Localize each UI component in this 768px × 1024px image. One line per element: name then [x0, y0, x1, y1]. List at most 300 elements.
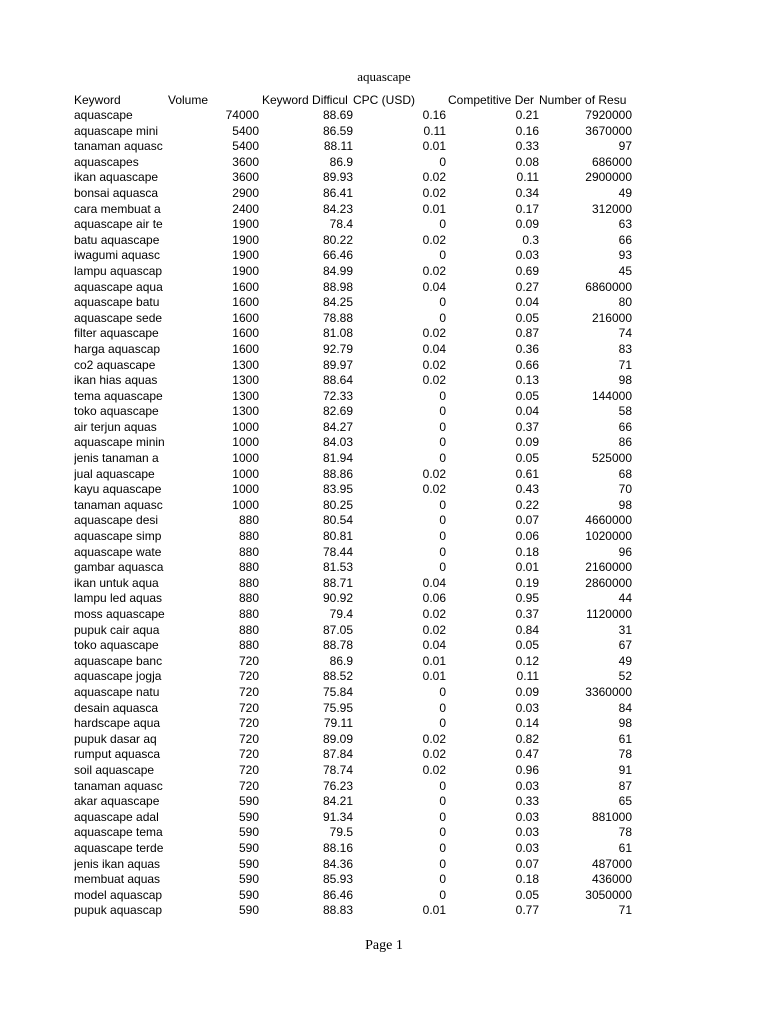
- table-row: [74, 482, 632, 498]
- results-cell: 52: [618, 669, 632, 684]
- keyword-cell: aquascape sede: [74, 310, 163, 325]
- competitive-density-cell: 0.47: [515, 747, 539, 762]
- competitive-density-cell: 0.95: [515, 591, 539, 606]
- table-header: [74, 92, 632, 108]
- keyword-cell: aquascape banc: [74, 653, 163, 668]
- difficulty-cell: 88.98: [322, 279, 353, 294]
- table-row: [74, 576, 632, 592]
- results-cell: 436000: [591, 872, 632, 887]
- competitive-density-cell: 0.36: [515, 341, 539, 356]
- difficulty-cell: 84.99: [322, 263, 353, 278]
- cpc-cell: 0: [439, 887, 446, 902]
- competitive-density-cell: 0.05: [515, 887, 539, 902]
- cpc-cell: 0: [439, 809, 446, 824]
- results-cell: 216000: [591, 310, 632, 325]
- difficulty-cell: 84.03: [322, 435, 353, 450]
- cpc-cell: 0: [439, 872, 446, 887]
- volume-cell: 880: [238, 513, 259, 528]
- competitive-density-cell: 0.69: [515, 263, 539, 278]
- table-row: [74, 779, 632, 795]
- cpc-cell: 0.04: [422, 279, 446, 294]
- difficulty-cell: 88.11: [323, 139, 353, 154]
- keyword-cell: aquascape mini: [74, 123, 159, 138]
- keyword-cell: pupuk dasar aq: [74, 731, 157, 746]
- keyword-cell: aquascape air te: [74, 217, 163, 232]
- results-cell: 71: [618, 903, 632, 918]
- results-cell: 84: [618, 700, 632, 715]
- competitive-density-cell: 0.61: [515, 466, 539, 481]
- results-cell: 3050000: [585, 887, 632, 902]
- difficulty-cell: 88.64: [322, 373, 353, 388]
- cpc-cell: 0.04: [422, 638, 446, 653]
- table-row: [74, 467, 632, 483]
- results-cell: 1020000: [585, 529, 632, 544]
- keyword-cell: aquascape wate: [74, 544, 162, 559]
- competitive-density-cell: 0.07: [515, 513, 539, 528]
- competitive-density-cell: 0.19: [515, 575, 539, 590]
- cpc-cell: 0.02: [422, 482, 446, 497]
- keyword-cell: co2 aquascape: [74, 357, 156, 372]
- difficulty-cell: 79.11: [323, 716, 353, 731]
- volume-cell: 590: [238, 887, 259, 902]
- sheet-title: aquascape: [357, 69, 411, 84]
- difficulty-cell: 86.9: [329, 154, 353, 169]
- cpc-cell: 0: [439, 217, 446, 232]
- volume-cell: 1000: [232, 482, 259, 497]
- difficulty-cell: 81.94: [322, 451, 353, 466]
- results-cell: 6860000: [585, 279, 632, 294]
- cpc-cell: 0: [439, 419, 446, 434]
- results-cell: 49: [618, 185, 632, 200]
- difficulty-cell: 84.27: [322, 419, 353, 434]
- results-cell: 78: [618, 747, 632, 762]
- volume-cell: 590: [238, 856, 259, 871]
- keyword-cell: jual aquascape: [74, 466, 155, 481]
- keyword-cell: lampu led aquas: [74, 591, 163, 606]
- table-row: [74, 841, 632, 857]
- results-cell: 1120000: [586, 607, 632, 621]
- table-row: [74, 139, 632, 155]
- results-cell: 144000: [591, 388, 632, 403]
- volume-cell: 1000: [232, 451, 259, 466]
- competitive-density-cell: 0.37: [515, 419, 539, 434]
- results-cell: 61: [618, 840, 632, 855]
- difficulty-cell: 80.54: [322, 513, 353, 528]
- table-row: [74, 513, 632, 529]
- volume-cell: 5400: [232, 123, 259, 138]
- table-row: [74, 373, 632, 389]
- difficulty-cell: 86.46: [322, 887, 353, 902]
- results-cell: 58: [618, 404, 632, 419]
- competitive-density-cell: 0.77: [515, 903, 539, 918]
- competitive-density-cell: 0.18: [515, 544, 539, 559]
- cpc-cell: 0: [439, 435, 446, 450]
- keyword-cell: rumput aquasca: [74, 747, 161, 762]
- cpc-cell: 0.04: [422, 341, 446, 356]
- competitive-density-cell: 0.05: [515, 388, 539, 403]
- cpc-cell: 0.02: [422, 232, 446, 247]
- competitive-density-cell: 0.01: [515, 560, 539, 575]
- volume-cell: 1900: [232, 217, 259, 232]
- table-body: [74, 108, 632, 919]
- difficulty-cell: 86.9: [329, 653, 353, 668]
- competitive-density-cell: 0.12: [515, 653, 539, 668]
- cpc-cell: 0: [439, 529, 446, 544]
- table-row: [74, 810, 632, 826]
- keyword-cell: kayu aquascape: [74, 482, 162, 497]
- volume-cell: 74000: [225, 108, 259, 122]
- table-row: [74, 591, 632, 607]
- cpc-cell: 0: [439, 700, 446, 715]
- cpc-cell: 0: [439, 716, 446, 731]
- header-row: [74, 92, 632, 108]
- keyword-cell: aquascape natu: [74, 684, 160, 699]
- difficulty-cell: 86.59: [322, 123, 353, 138]
- competitive-density-cell: 0.82: [515, 731, 539, 746]
- keyword-cell: membuat aquas: [74, 872, 161, 887]
- keyword-cell: cara membuat a: [74, 201, 161, 216]
- competitive-density-cell: 0.18: [515, 872, 539, 887]
- cpc-cell: 0: [439, 310, 446, 325]
- difficulty-cell: 87.84: [322, 747, 353, 762]
- difficulty-cell: 78.44: [322, 544, 353, 559]
- volume-cell: 590: [238, 903, 259, 918]
- competitive-density-cell: 0.03: [515, 825, 539, 840]
- results-cell: 4660000: [585, 513, 632, 528]
- competitive-density-cell: 0.09: [515, 217, 539, 232]
- competitive-density-cell: 0.03: [515, 840, 539, 855]
- competitive-density-cell: 0.07: [515, 856, 539, 871]
- difficulty-cell: 80.22: [322, 232, 353, 247]
- volume-cell: 880: [238, 607, 259, 621]
- cpc-cell: 0: [439, 684, 446, 699]
- results-cell: 98: [618, 716, 632, 731]
- keyword-cell: harga aquascap: [74, 341, 161, 356]
- table-row: [74, 732, 632, 748]
- results-cell: 44: [618, 591, 632, 606]
- volume-cell: 880: [238, 622, 259, 637]
- volume-cell: 1300: [232, 357, 259, 372]
- keyword-cell: filter aquascape: [74, 326, 159, 341]
- cpc-cell: 0: [439, 497, 446, 512]
- cpc-cell: 0.02: [422, 622, 446, 637]
- results-cell: 68: [618, 466, 632, 481]
- results-cell: 3670000: [585, 123, 632, 138]
- keyword-cell: bonsai aquasca: [74, 185, 159, 200]
- results-cell: 686000: [591, 154, 632, 169]
- header-competitive-density: Competitive Der: [448, 93, 535, 107]
- results-cell: 98: [618, 497, 632, 512]
- results-cell: 74: [618, 326, 632, 341]
- competitive-density-cell: 0.37: [515, 607, 539, 621]
- volume-cell: 880: [238, 560, 259, 575]
- volume-cell: 720: [238, 716, 259, 731]
- keyword-cell: gambar aquasca: [74, 560, 164, 575]
- volume-cell: 5400: [232, 139, 259, 154]
- keyword-cell: aquascape jogja: [74, 669, 162, 684]
- cpc-cell: 0.02: [422, 762, 446, 777]
- competitive-density-cell: 0.11: [516, 669, 539, 684]
- volume-cell: 1600: [232, 326, 259, 341]
- competitive-density-cell: 0.05: [515, 451, 539, 466]
- results-cell: 96: [618, 544, 632, 559]
- keyword-cell: pupuk cair aqua: [74, 622, 160, 637]
- table-row: [74, 342, 632, 358]
- table-row: [74, 638, 632, 654]
- competitive-density-cell: 0.3: [522, 232, 539, 247]
- cpc-cell: 0.02: [422, 357, 446, 372]
- table-row: [74, 872, 632, 888]
- results-cell: 45: [618, 263, 632, 278]
- keyword-cell: aquascapes: [74, 154, 139, 169]
- difficulty-cell: 92.79: [322, 341, 353, 356]
- difficulty-cell: 75.95: [322, 700, 353, 715]
- keyword-cell: akar aquascape: [74, 794, 160, 809]
- difficulty-cell: 88.16: [322, 840, 353, 855]
- competitive-density-cell: 0.09: [515, 684, 539, 699]
- competitive-density-cell: 0.13: [515, 373, 539, 388]
- table-row: [74, 155, 632, 171]
- table-row: [74, 560, 632, 576]
- competitive-density-cell: 0.87: [515, 326, 539, 341]
- results-cell: 49: [618, 653, 632, 668]
- results-cell: 2160000: [585, 560, 632, 575]
- keyword-cell: aquascape aqua: [74, 279, 163, 294]
- cpc-cell: 0: [439, 544, 446, 559]
- keyword-cell: tanaman aquasc: [74, 778, 163, 793]
- keyword-cell: aquascape adal: [74, 809, 159, 824]
- keyword-cell: tema aquascape: [74, 388, 163, 403]
- competitive-density-cell: 0.04: [515, 295, 539, 310]
- cpc-cell: 0: [439, 388, 446, 403]
- competitive-density-cell: 0.04: [515, 404, 539, 419]
- table-row: [74, 186, 632, 202]
- keyword-cell: ikan hias aquas: [74, 373, 158, 388]
- volume-cell: 1000: [232, 497, 259, 512]
- cpc-cell: 0: [439, 295, 446, 310]
- volume-cell: 880: [238, 591, 259, 606]
- volume-cell: 880: [238, 638, 259, 653]
- competitive-density-cell: 0.16: [515, 123, 539, 138]
- volume-cell: 590: [238, 872, 259, 887]
- difficulty-cell: 89.09: [322, 731, 353, 746]
- cpc-cell: 0: [439, 154, 446, 169]
- competitive-density-cell: 0.05: [515, 310, 539, 325]
- competitive-density-cell: 0.22: [515, 497, 539, 512]
- difficulty-cell: 88.83: [322, 903, 353, 918]
- keyword-cell: desain aquasca: [74, 700, 159, 715]
- difficulty-cell: 89.97: [322, 357, 353, 372]
- volume-cell: 2900: [232, 185, 259, 200]
- keyword-cell: jenis tanaman a: [74, 451, 159, 466]
- volume-cell: 1000: [232, 419, 259, 434]
- results-cell: 66: [618, 232, 632, 247]
- keyword-cell: aquascape: [74, 108, 133, 122]
- table-row: [74, 794, 632, 810]
- table-row: [74, 280, 632, 296]
- competitive-density-cell: 0.09: [515, 435, 539, 450]
- difficulty-cell: 88.86: [322, 466, 353, 481]
- difficulty-cell: 80.25: [322, 497, 353, 512]
- competitive-density-cell: 0.96: [515, 762, 539, 777]
- table-row: [74, 311, 632, 327]
- difficulty-cell: 78.88: [322, 310, 353, 325]
- competitive-density-cell: 0.03: [515, 700, 539, 715]
- table-row: [74, 435, 632, 451]
- results-cell: 61: [618, 731, 632, 746]
- cpc-cell: 0.16: [422, 108, 446, 122]
- keyword-cell: ikan untuk aqua: [74, 575, 159, 590]
- competitive-density-cell: 0.17: [515, 201, 539, 216]
- table-row: [74, 825, 632, 841]
- competitive-density-cell: 0.06: [515, 529, 539, 544]
- competitive-density-cell: 0.43: [515, 482, 539, 497]
- difficulty-cell: 84.25: [322, 295, 353, 310]
- results-cell: 97: [618, 139, 632, 154]
- table-row: [74, 903, 632, 919]
- volume-cell: 1000: [232, 435, 259, 450]
- cpc-cell: 0.02: [422, 170, 446, 185]
- difficulty-cell: 88.52: [322, 669, 353, 684]
- competitive-density-cell: 0.05: [515, 638, 539, 653]
- difficulty-cell: 84.23: [322, 201, 353, 216]
- table-row: [74, 170, 632, 186]
- cpc-cell: 0: [439, 513, 446, 528]
- cpc-cell: 0.02: [422, 607, 446, 621]
- volume-cell: 720: [238, 747, 259, 762]
- results-cell: 91: [618, 762, 632, 777]
- table-row: [74, 857, 632, 873]
- difficulty-cell: 84.36: [322, 856, 353, 871]
- cpc-cell: 0.01: [422, 903, 446, 918]
- competitive-density-cell: 0.84: [515, 622, 539, 637]
- cpc-cell: 0: [439, 778, 446, 793]
- results-cell: 71: [618, 357, 632, 372]
- cpc-cell: 0: [439, 794, 446, 809]
- header-keyword-difficulty: Keyword Difficul: [262, 93, 348, 107]
- keyword-cell: pupuk aquascap: [74, 903, 163, 918]
- volume-cell: 1300: [232, 388, 259, 403]
- volume-cell: 720: [238, 669, 259, 684]
- competitive-density-cell: 0.34: [515, 185, 539, 200]
- results-cell: 87: [618, 778, 632, 793]
- table-row: [74, 529, 632, 545]
- competitive-density-cell: 0.03: [515, 248, 539, 263]
- volume-cell: 1900: [232, 232, 259, 247]
- results-cell: 3360000: [585, 684, 632, 699]
- results-cell: 80: [618, 295, 632, 310]
- volume-cell: 880: [238, 575, 259, 590]
- table-row: [74, 233, 632, 249]
- difficulty-cell: 82.69: [322, 404, 353, 419]
- cpc-cell: 0.02: [422, 326, 446, 341]
- volume-cell: 720: [238, 653, 259, 668]
- difficulty-cell: 79.4: [329, 607, 353, 621]
- volume-cell: 3600: [232, 170, 259, 185]
- table-row: [74, 108, 632, 124]
- volume-cell: 1000: [232, 466, 259, 481]
- table-row: [74, 264, 632, 280]
- competitive-density-cell: 0.66: [515, 357, 539, 372]
- difficulty-cell: 81.53: [322, 560, 353, 575]
- table-row: [74, 217, 632, 233]
- table-row: [74, 545, 632, 561]
- cpc-cell: 0.01: [422, 139, 446, 154]
- results-cell: 83: [618, 341, 632, 356]
- difficulty-cell: 72.33: [322, 388, 353, 403]
- volume-cell: 3600: [232, 154, 259, 169]
- difficulty-cell: 81.08: [322, 326, 353, 341]
- keyword-cell: aquascape tema: [74, 825, 163, 840]
- results-cell: 312000: [591, 201, 632, 216]
- results-cell: 2860000: [585, 575, 632, 590]
- table-row: [74, 420, 632, 436]
- difficulty-cell: 88.69: [322, 108, 353, 122]
- table-row: [74, 202, 632, 218]
- competitive-density-cell: 0.03: [515, 778, 539, 793]
- difficulty-cell: 90.92: [322, 591, 353, 606]
- keyword-cell: aquascape desi: [74, 513, 159, 528]
- volume-cell: 1600: [232, 341, 259, 356]
- difficulty-cell: 88.71: [322, 575, 353, 590]
- cpc-cell: 0.02: [422, 263, 446, 278]
- header-number-of-results: Number of Resu: [539, 93, 627, 107]
- cpc-cell: 0.01: [422, 669, 446, 684]
- difficulty-cell: 91.34: [322, 809, 353, 824]
- keyword-cell: air terjun aquas: [74, 419, 157, 434]
- volume-cell: 590: [238, 794, 259, 809]
- results-cell: 67: [618, 638, 632, 653]
- difficulty-cell: 66.46: [322, 248, 353, 263]
- competitive-density-cell: 0.11: [516, 170, 539, 185]
- table-row: [74, 248, 632, 264]
- cpc-cell: 0.02: [422, 466, 446, 481]
- results-cell: 65: [618, 794, 632, 809]
- results-cell: 93: [618, 248, 632, 263]
- volume-cell: 590: [238, 825, 259, 840]
- volume-cell: 720: [238, 762, 259, 777]
- results-cell: 63: [618, 217, 632, 232]
- results-cell: 2900000: [585, 170, 632, 185]
- volume-cell: 880: [238, 529, 259, 544]
- table-row: [74, 389, 632, 405]
- results-cell: 78: [618, 825, 632, 840]
- competitive-density-cell: 0.27: [515, 279, 539, 294]
- table-row: [74, 763, 632, 779]
- cpc-cell: 0.02: [422, 747, 446, 762]
- volume-cell: 1900: [232, 263, 259, 278]
- results-cell: 487000: [591, 856, 632, 871]
- cpc-cell: 0: [439, 451, 446, 466]
- cpc-cell: 0.02: [422, 185, 446, 200]
- table-row: [74, 295, 632, 311]
- table-row: [74, 701, 632, 717]
- keyword-cell: moss aquascape: [74, 607, 165, 621]
- difficulty-cell: 88.78: [322, 638, 353, 653]
- competitive-density-cell: 0.21: [515, 108, 539, 122]
- table-row: [74, 124, 632, 140]
- cpc-cell: 0.02: [422, 373, 446, 388]
- difficulty-cell: 84.21: [322, 794, 353, 809]
- keyword-cell: ikan aquascape: [74, 170, 159, 185]
- cpc-cell: 0.11: [423, 123, 446, 138]
- volume-cell: 1300: [232, 404, 259, 419]
- table-row: [74, 326, 632, 342]
- competitive-density-cell: 0.14: [515, 716, 539, 731]
- volume-cell: 590: [238, 809, 259, 824]
- difficulty-cell: 75.84: [322, 684, 353, 699]
- difficulty-cell: 83.95: [322, 482, 353, 497]
